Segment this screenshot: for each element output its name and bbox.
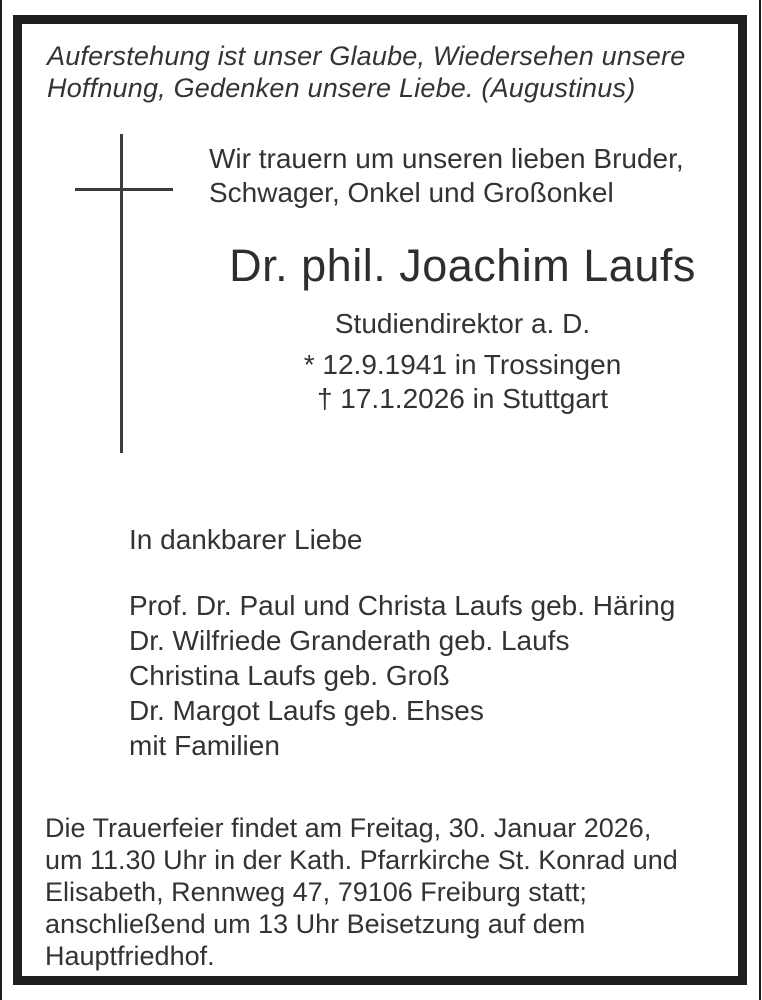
intro-line-2: Schwager, Onkel und Großonkel <box>209 177 614 208</box>
life-dates <box>180 348 745 416</box>
mourners-list <box>129 588 729 763</box>
mourner-entry: Dr. Margot Laufs geb. Ehses <box>129 695 484 726</box>
column-rule-right <box>759 0 761 1000</box>
quote-line-2: Hoffnung, Gedenken unsere Liebe. (Augustinus) <box>47 73 636 103</box>
intro-line-1: Wir trauern um unseren lieben Bruder, <box>209 143 684 174</box>
funeral-line-3: Elisabeth, Rennweg 47, 79106 Freiburg statt; <box>45 877 587 907</box>
funeral-line-2: um 11.30 Uhr in der Kath. Pfarrkirche St. Konrad und <box>45 845 678 875</box>
mourner-entry: mit Familien <box>129 730 280 761</box>
deceased-name: Dr. phil. Joachim Laufs <box>229 240 696 291</box>
mourner-entry: Prof. Dr. Paul und Christa Laufs geb. Häring <box>129 590 676 621</box>
farewell-line: In dankbarer Liebe <box>129 524 363 555</box>
funeral-line-4: anschließend um 13 Uhr Beisetzung auf dem <box>45 909 586 939</box>
deceased-title: Studiendirektor a. D. <box>334 308 591 339</box>
epigraph-quote <box>47 40 727 104</box>
mourner-entry: Christina Laufs geb. Groß <box>129 660 450 691</box>
cross-horizontal-bar <box>75 188 173 191</box>
cross-vertical-bar <box>120 134 123 453</box>
mourner-entry: Dr. Wilfriede Granderath geb. Laufs <box>129 625 570 656</box>
birth-date: * 12.9.1941 in Trossingen <box>303 349 622 380</box>
mourning-intro <box>209 142 729 210</box>
funeral-line-5: Hauptfriedhof. <box>45 941 215 971</box>
column-rule-left <box>0 0 2 1000</box>
death-date: † 17.1.2026 in Stuttgart <box>316 383 609 414</box>
quote-line-1: Auferstehung ist unser Glaube, Wiedersehen unsere <box>47 41 686 71</box>
funeral-line-1: Die Trauerfeier findet am Freitag, 30. Januar 2026, <box>45 813 652 843</box>
funeral-details <box>45 812 725 972</box>
